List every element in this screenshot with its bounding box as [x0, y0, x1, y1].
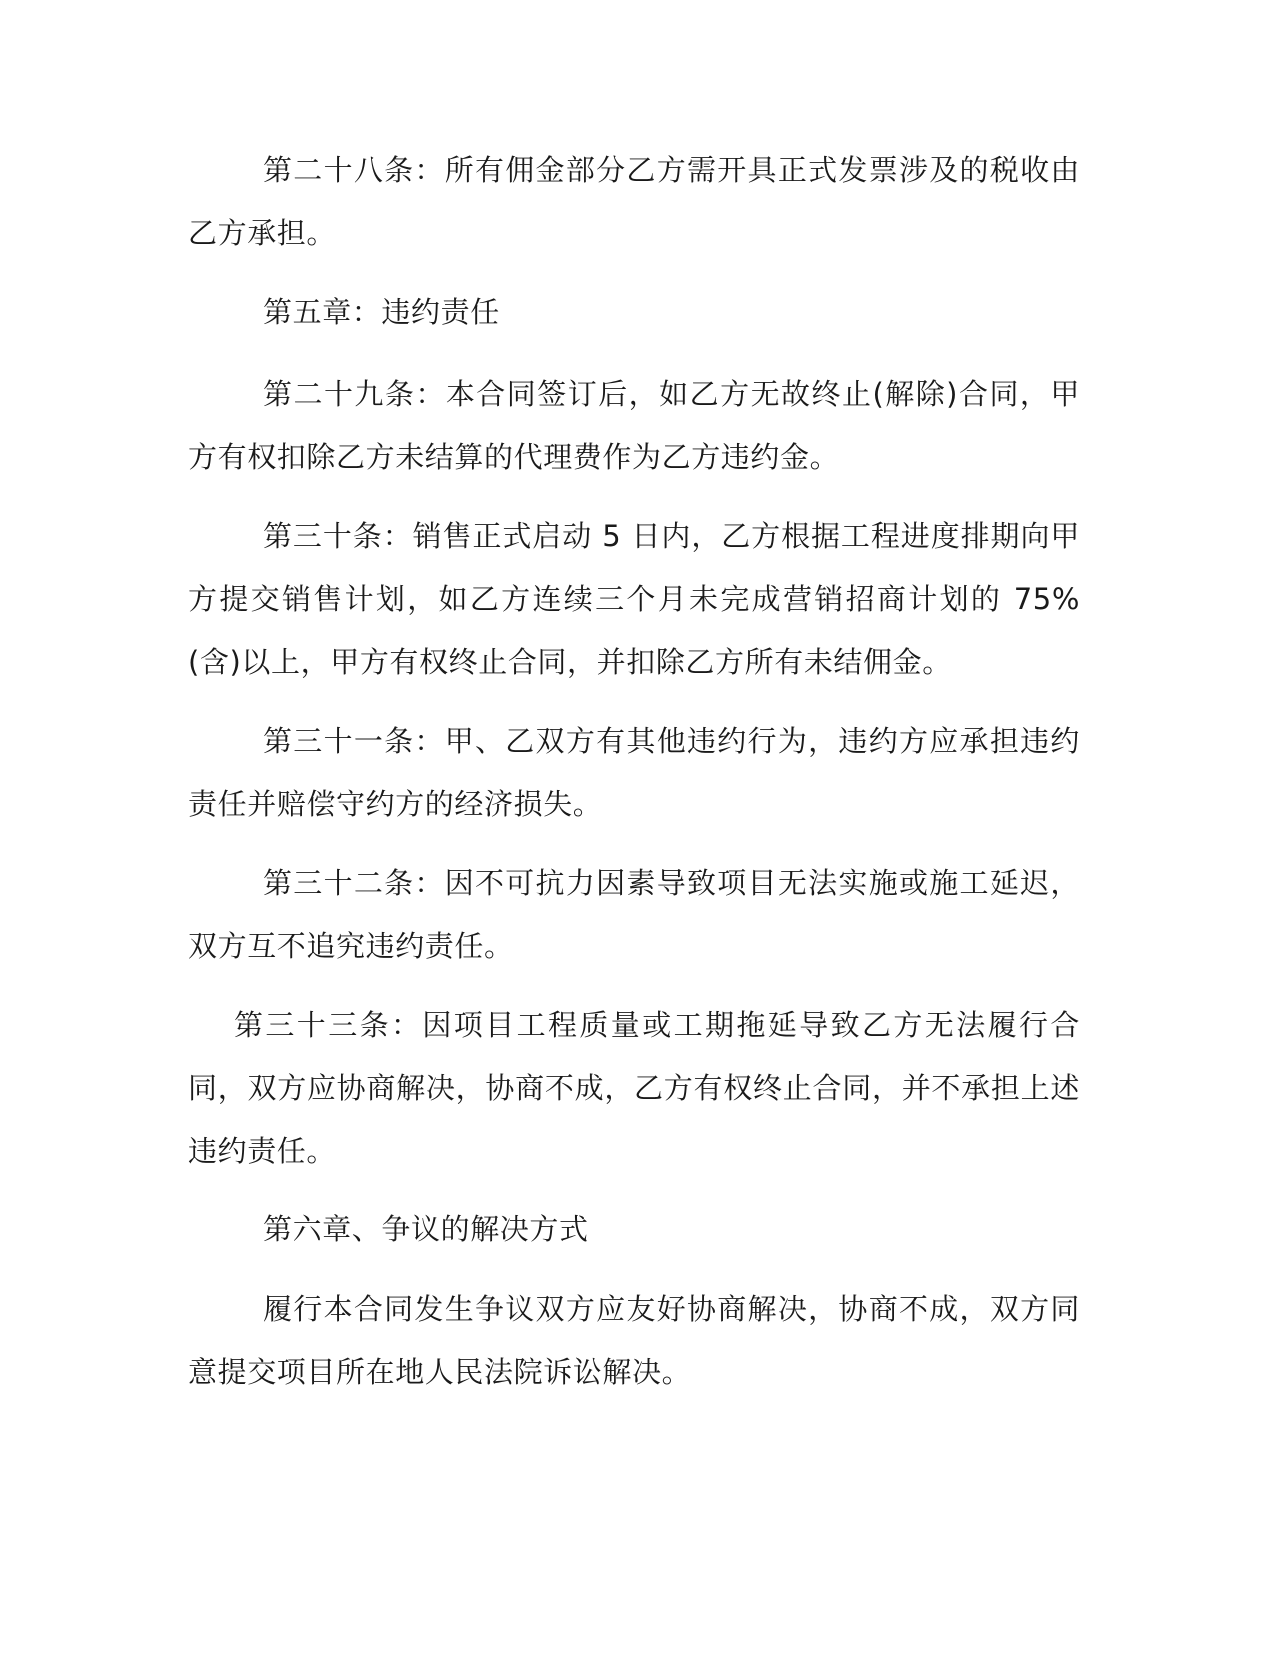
chapter-5-title: 第五章：违约责任	[263, 295, 500, 329]
article-29: 第二十九条：本合同签订后，如乙方无故终止(解除)合同，甲方有权扣除乙方未结算的代理费作为乙方违约金。	[188, 377, 1080, 474]
article-31: 第三十一条：甲、乙双方有其他违约行为，违约方应承担违约责任并赔偿守约方的经济损失。	[188, 724, 1080, 821]
article-32: 第三十二条：因不可抗力因素导致项目无法实施或施工延迟，双方互不追究违约责任。	[188, 866, 1080, 963]
article-33: 第三十三条：因项目工程质量或工期拖延导致乙方无法履行合同，双方应协商解决，协商不成，乙方有权终止合同，并不承担上述违约责任。	[188, 1008, 1080, 1168]
chapter-6-title: 第六章、争议的解决方式	[263, 1212, 589, 1246]
article-30: 第三十条：销售正式启动 5 日内，乙方根据工程进度排期向甲方提交销售计划，如乙方连续三个月未完成营销招商计划的 75%(含)以上，甲方有权终止合同，并扣除乙方所有未结佣金。	[188, 519, 1080, 679]
dispute-resolution-paragraph: 履行本合同发生争议双方应友好协商解决，协商不成，双方同意提交项目所在地人民法院诉讼解决。	[188, 1292, 1080, 1389]
article-28: 第二十八条：所有佣金部分乙方需开具正式发票涉及的税收由乙方承担。	[188, 153, 1080, 250]
